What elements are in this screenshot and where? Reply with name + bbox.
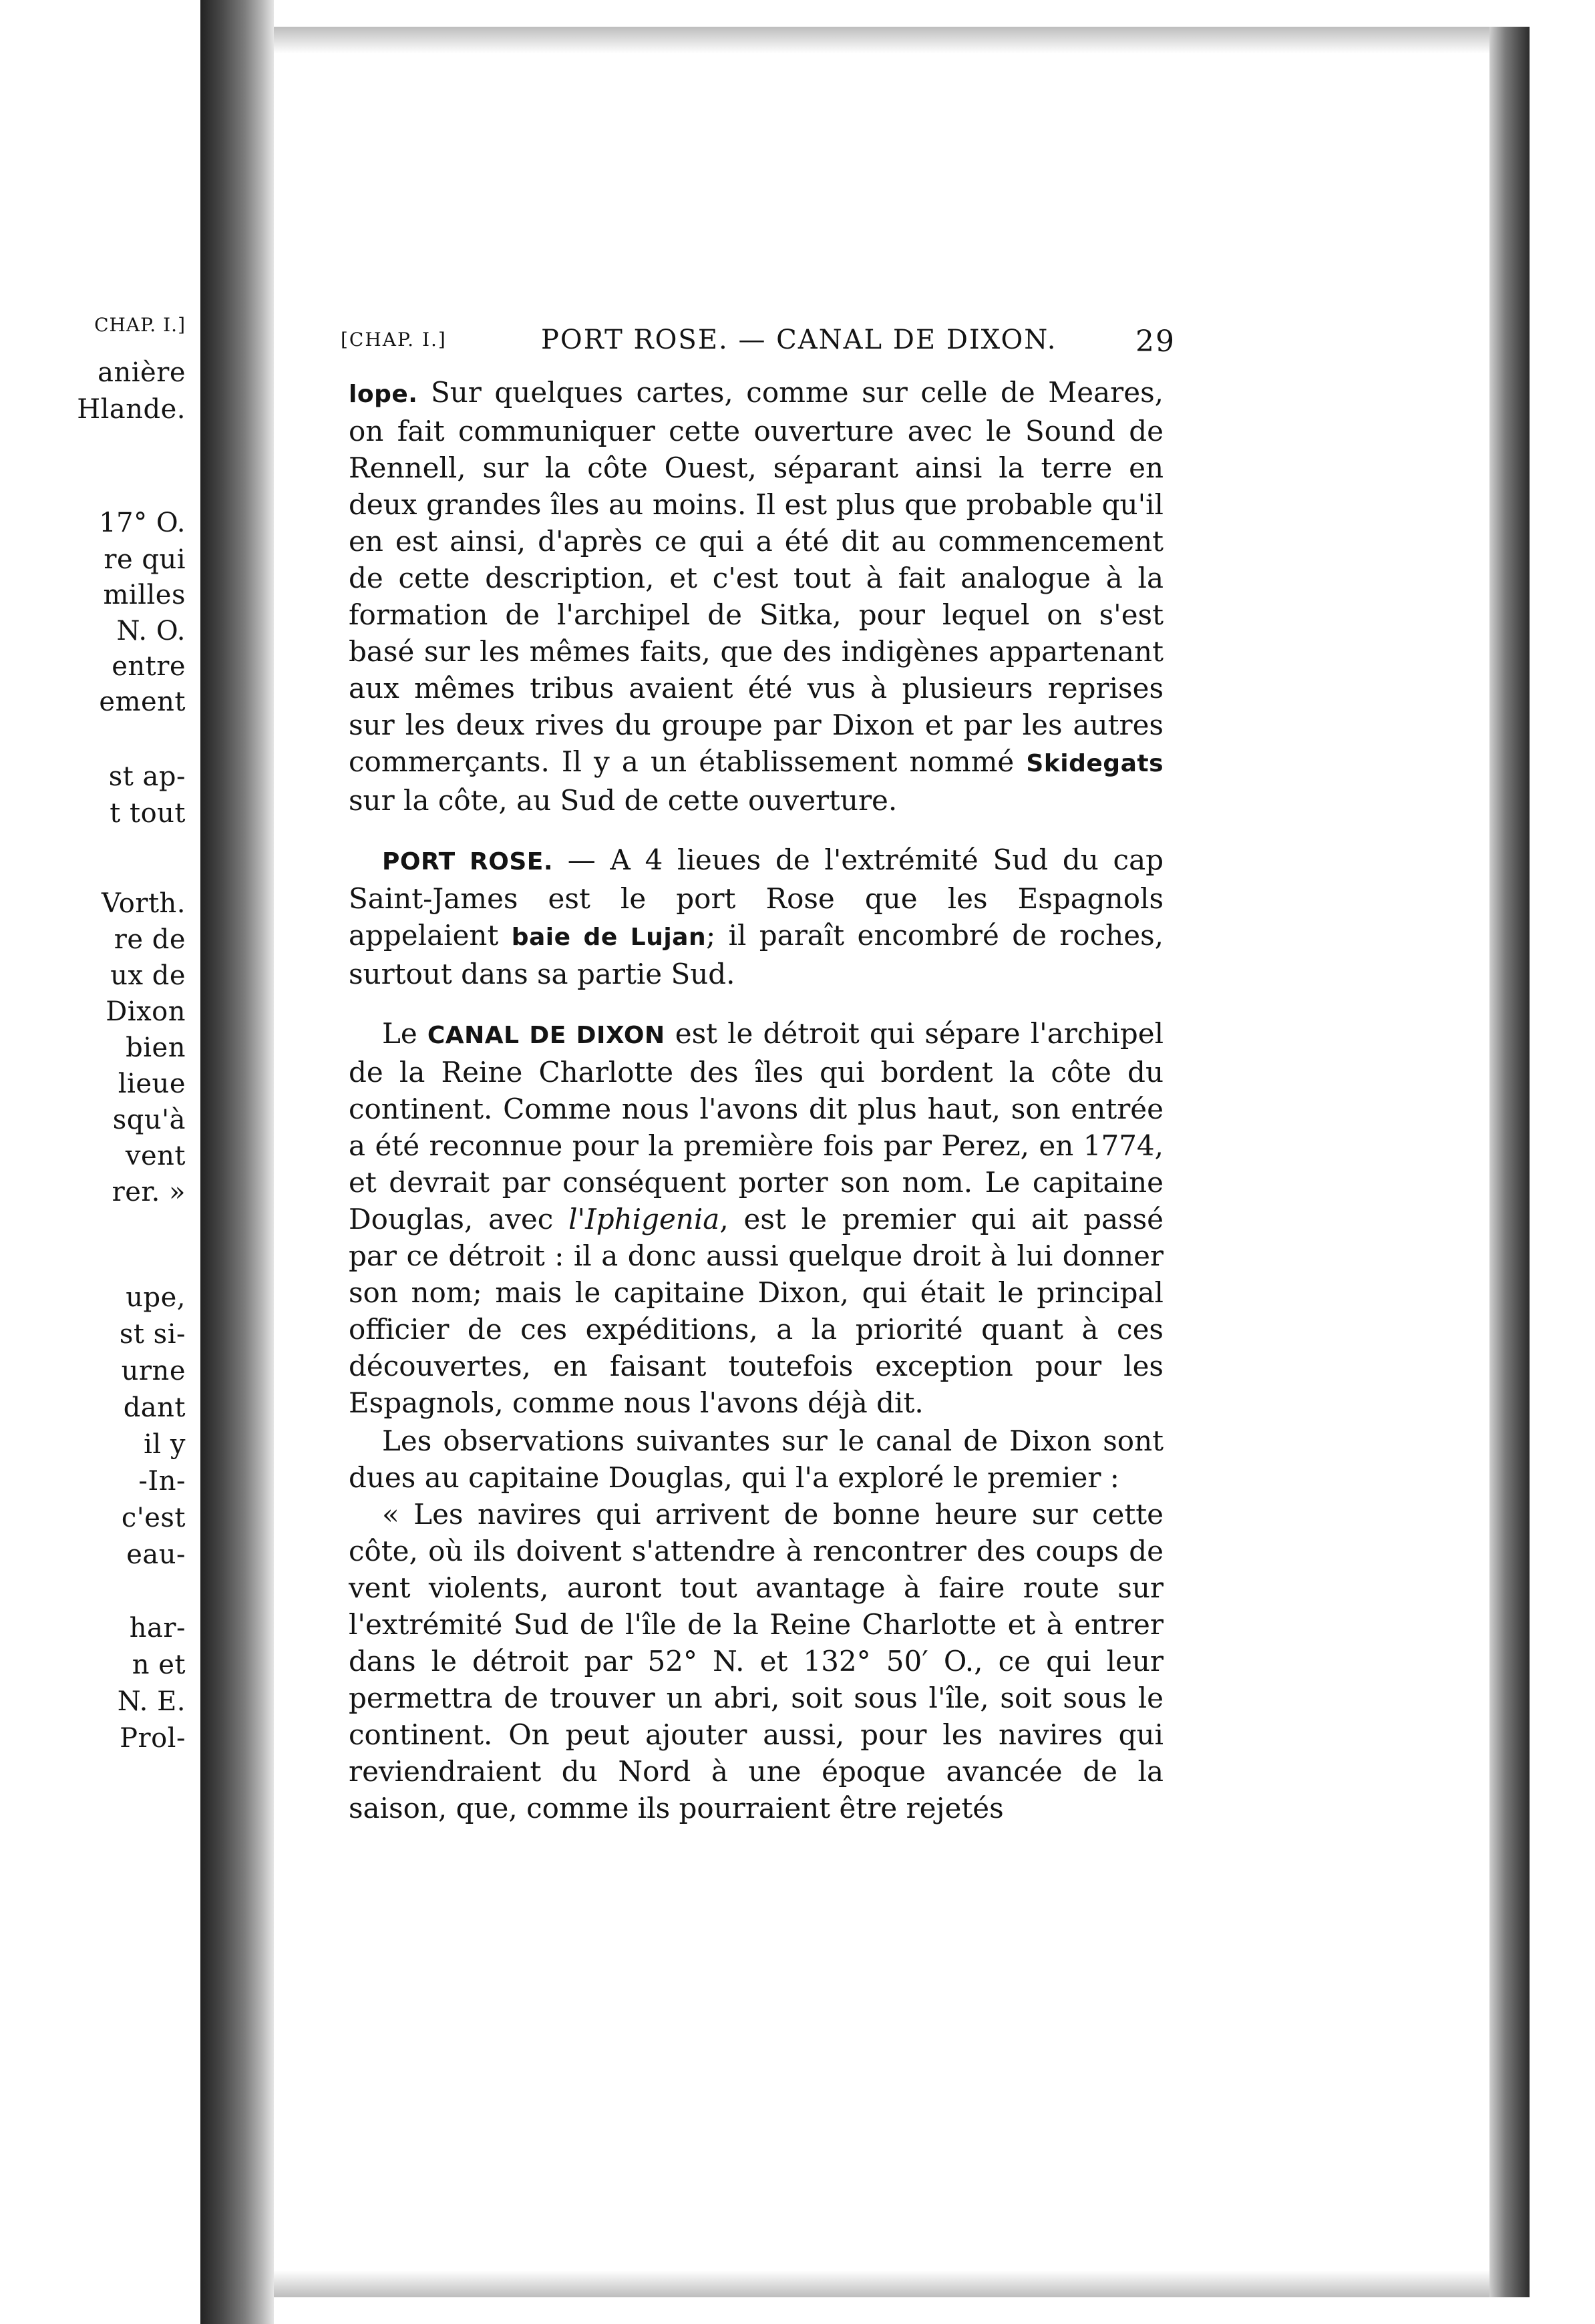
left-line: N. E. <box>117 1686 186 1717</box>
book-binding-shadow <box>200 0 274 2324</box>
left-page-header: CHAP. I.] <box>94 314 186 336</box>
left-facing-page <box>0 0 200 2324</box>
left-line: urne <box>121 1356 186 1386</box>
paragraph-quotation <box>349 1496 1164 1826</box>
running-title: PORT ROSE. — CANAL DE DIXON. <box>541 325 1057 355</box>
left-line: har- <box>129 1613 186 1643</box>
left-line: re qui <box>104 544 186 575</box>
left-line: Prol- <box>120 1723 186 1754</box>
left-line: ement <box>99 687 186 717</box>
left-line: bien <box>126 1032 186 1063</box>
bold-term: baie de Lujan <box>511 924 707 951</box>
left-line: il y <box>144 1429 186 1460</box>
left-line: -In- <box>138 1466 186 1497</box>
left-line: anière <box>98 357 186 388</box>
paragraph-text: sur la côte, au Sud de cette ouverture. <box>349 784 898 817</box>
paragraph-continuation <box>349 374 1164 819</box>
left-line: upe, <box>126 1282 186 1313</box>
left-line: entre <box>112 651 186 682</box>
left-line: squ'à <box>112 1105 186 1135</box>
paragraph-observations <box>349 1422 1164 1496</box>
bold-term: Skidegats <box>1026 750 1164 777</box>
paragraph-port-rose <box>349 841 1164 992</box>
paragraph-text: , est le premier qui ait passé par ce détroit : il a donc aussi quelque droit à lui donner son nom; mais le capitaine Dixon, qui était le principal officier de ces expéditions, a la priorité quant à ces découvertes, en faisant toutefois exception pour les Espagnols, comme nous l'avons déjà dit. <box>349 1203 1164 1419</box>
left-line: ux de <box>110 960 186 991</box>
paragraph-text: Sur quelques cartes, comme sur celle de Meares, on fait communiquer cette ouverture avec le Sound de Rennell, sur la côte Ouest, séparant ainsi la terre en deux grandes îles au moins. Il est plus que probable qu'il en est ainsi, d'après ce qui a été dit au commencement de cette description, et c'est tout à fait analogue à la formation de l'archipel de Sitka, pour lequel on s'est basé sur les mêmes faits, que des indigènes appartenant aux mêmes tribus avaient été vus à plusieurs reprises sur les deux rives du groupe par Dixon et par les autres commerçants. Il y a un établissement nommé <box>349 376 1164 778</box>
left-line: Dixon <box>106 996 186 1027</box>
left-line: 17° O. <box>99 508 186 538</box>
page-number: 29 <box>1135 325 1176 359</box>
paragraph-text: est le détroit qui sépare l'archipel de la Reine Charlotte des îles qui bordent la côte du continent. Comme nous l'avons dit plus haut, son entrée a été reconnue pour la première fois par Perez, en 1774, et devrait par conséquent porter son nom. Le capitaine Douglas, avec <box>349 1017 1164 1235</box>
chapter-marker: [CHAP. I.] <box>341 329 447 351</box>
ship-name: l'Iphigenia <box>568 1203 720 1235</box>
paragraph-text: ; il paraît encombré de roches, surtout dans sa partie Sud. <box>349 919 1164 990</box>
left-line: st ap- <box>108 761 186 792</box>
left-line: milles <box>103 580 186 610</box>
left-line: st si- <box>119 1319 186 1350</box>
running-head <box>341 325 1176 365</box>
left-line: eau- <box>126 1539 186 1570</box>
page-top-shadow <box>274 27 1489 53</box>
left-line: n et <box>132 1650 186 1680</box>
left-line: N. O. <box>116 616 186 646</box>
page-bottom-shadow <box>274 2271 1489 2297</box>
left-line: lieue <box>118 1069 186 1099</box>
left-line: Vorth. <box>102 888 186 919</box>
left-line: Hlande. <box>77 394 186 425</box>
left-line: c'est <box>121 1503 186 1533</box>
paragraph-text: Le <box>382 1017 427 1050</box>
left-line: dant <box>123 1392 186 1423</box>
paragraph-text: — A 4 lieues de l'extrémité Sud du cap Saint-James est le port Rose que les Espagnols appelaient <box>349 843 1164 952</box>
paragraph-canal-de-dixon <box>349 1015 1164 1421</box>
left-line: vent <box>125 1141 186 1171</box>
scan-margin <box>1530 0 1595 2324</box>
left-line: re de <box>114 924 186 955</box>
left-page-text <box>0 0 194 2324</box>
page-edge-shadow <box>1489 27 1530 2297</box>
bold-term: lope. <box>349 381 418 408</box>
paragraph-text: « Les navires qui arrivent de bonne heure sur cette côte, où ils doivent s'attendre à rencontrer des coups de vent violents, auront tout avantage à faire route sur l'extrémité Sud de l'île de la Reine Charlotte et à entrer dans le détroit par 52° N. et 132° 50′ O., ce qui leur permettra de trouver un abri, soit sous l'île, soit sous le continent. On peut ajouter aussi, pour les navires qui reviendraient du Nord à une époque avancée de la saison, que, comme ils pourraient être rejetés <box>349 1498 1164 1824</box>
section-heading-canal-de-dixon: CANAL DE DIXON <box>427 1022 665 1049</box>
section-heading-port-rose: PORT ROSE. <box>382 848 554 876</box>
left-line: t tout <box>110 798 186 829</box>
paragraph-text: Les observations suivantes sur le canal de Dixon sont dues au capitaine Douglas, qui l'a exploré le premier : <box>349 1424 1164 1494</box>
left-line: rer. » <box>112 1177 186 1207</box>
